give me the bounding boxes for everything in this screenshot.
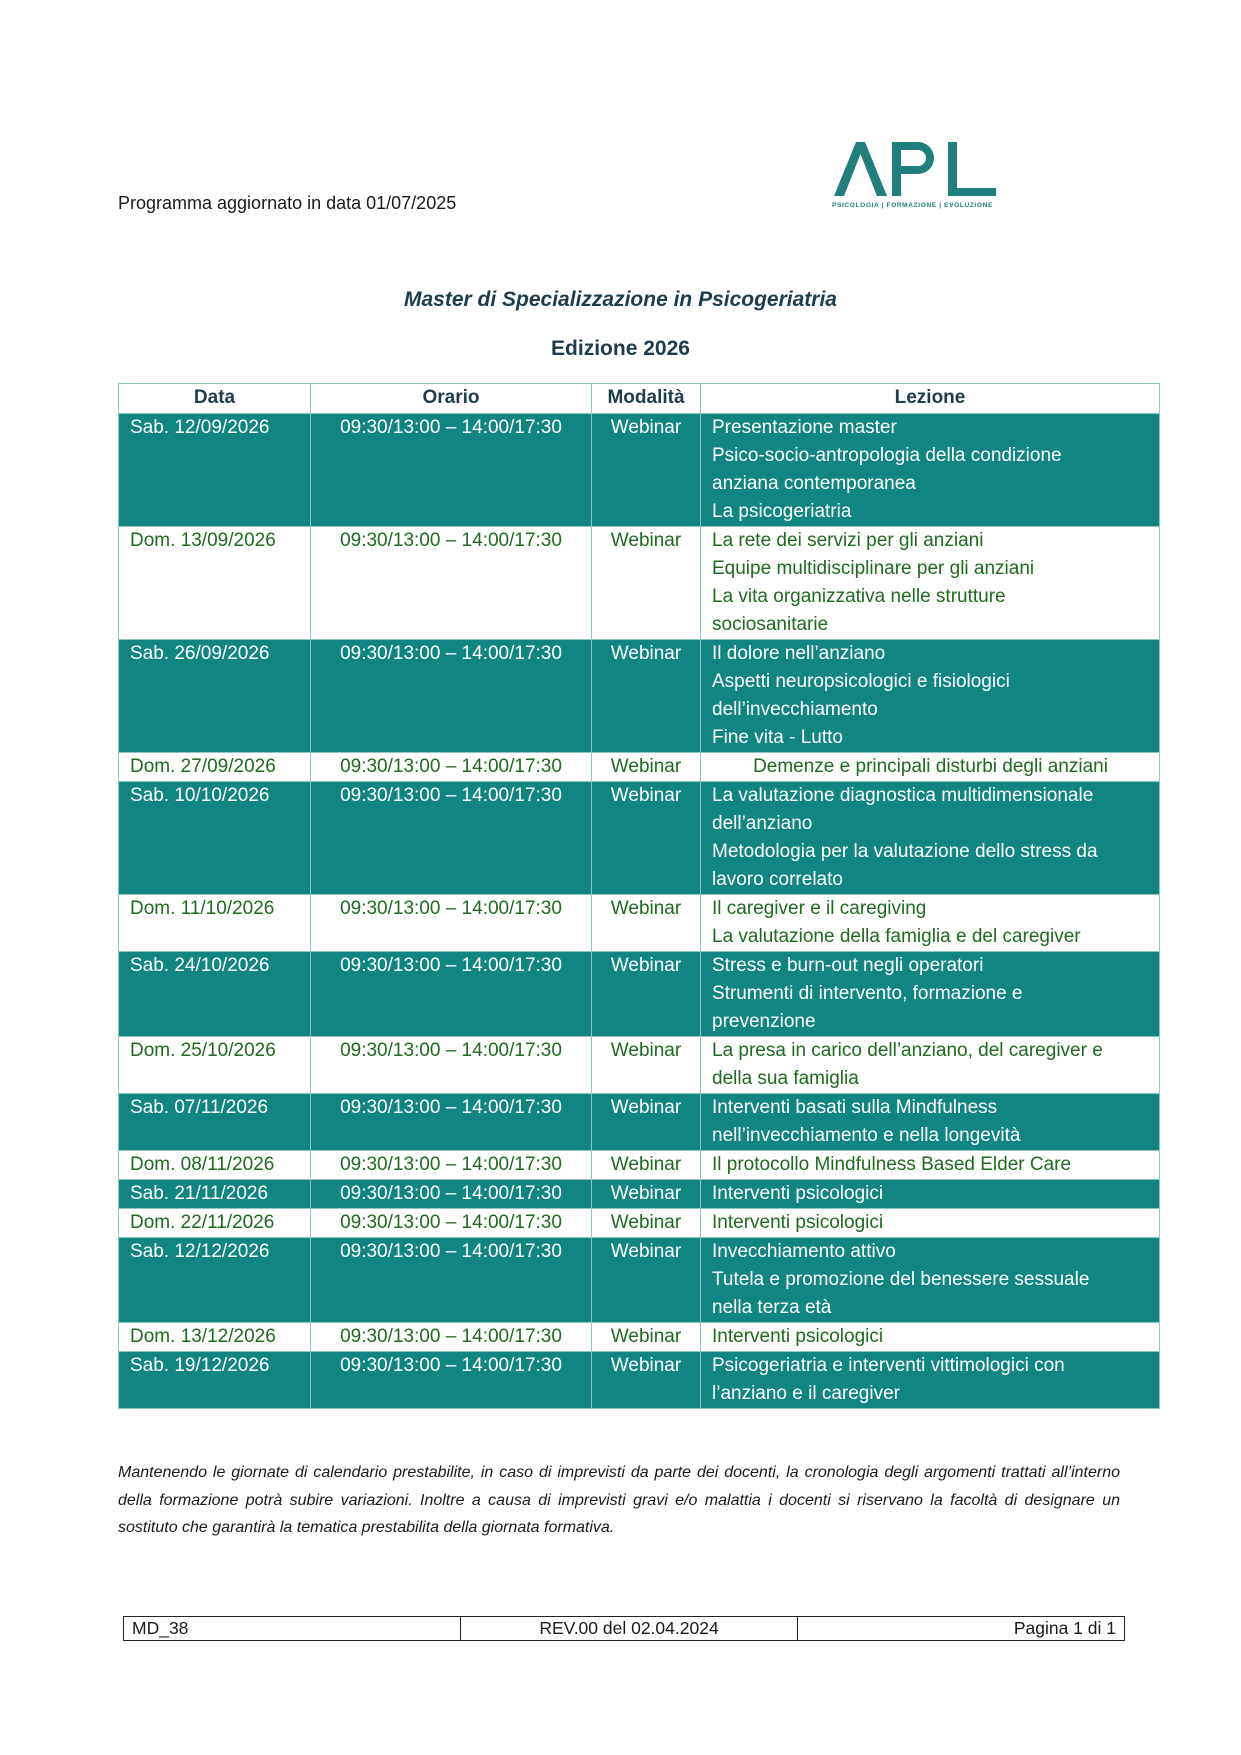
table-row (119, 952, 1160, 1037)
updated-date-text: Programma aggiornato in data 01/07/2025 (118, 193, 457, 213)
lesson-line: La valutazione della famiglia e del caregiver (712, 926, 1081, 947)
table-row (119, 1209, 1160, 1238)
row-time: 09:30/13:00 – 14:00/17:30 (311, 895, 592, 952)
lesson-line: Fine vita - Lutto (712, 727, 843, 748)
row-mode: Webinar (592, 952, 701, 1037)
edition-heading: Edizione 2026 (551, 337, 690, 360)
row-date: Dom. 11/10/2026 (119, 895, 311, 952)
row-time: 09:30/13:00 – 14:00/17:30 (311, 1352, 592, 1409)
row-time: 09:30/13:00 – 14:00/17:30 (311, 1238, 592, 1323)
row-lesson (701, 414, 1160, 527)
table-row (119, 1238, 1160, 1323)
lesson-line: Il protocollo Mindfulness Based Elder Care (712, 1154, 1072, 1175)
footer-revision: REV.00 del 02.04.2024 (461, 1617, 798, 1641)
row-time: 09:30/13:00 – 14:00/17:30 (311, 1180, 592, 1209)
lesson-line: l’anziano e il caregiver (712, 1383, 900, 1404)
row-mode: Webinar (592, 1151, 701, 1180)
lesson-line: Strumenti di intervento, formazione e (712, 983, 1023, 1004)
lesson-line: lavoro correlato (712, 869, 843, 890)
row-lesson (701, 1209, 1160, 1238)
lesson-line: Il caregiver e il caregiving (712, 898, 927, 919)
row-lesson (701, 1352, 1160, 1409)
row-date: Dom. 27/09/2026 (119, 753, 311, 782)
row-date: Sab. 07/11/2026 (119, 1094, 311, 1151)
footer-code: MD_38 (124, 1617, 461, 1641)
row-mode: Webinar (592, 895, 701, 952)
table-row (119, 895, 1160, 952)
disclaimer-note: Mantenendo le giornate di calendario prestabilite, in caso di imprevisti da parte dei docenti, la cronologia degli argomenti trattati all’interno della formazione potrà subire variazioni. Inoltre a causa di imprevisti gravi e/o malattia i docenti si riservano la facoltà di designare un sostituto che garantirà la tematica prestabilita della giornata formativa. (118, 1464, 1120, 1536)
row-date: Sab. 12/09/2026 (119, 414, 311, 527)
row-date: Sab. 10/10/2026 (119, 782, 311, 895)
row-date: Dom. 13/09/2026 (119, 527, 311, 640)
row-mode: Webinar (592, 1209, 701, 1238)
row-mode: Webinar (592, 1037, 701, 1094)
lesson-line: Invecchiamento attivo (712, 1241, 896, 1262)
table-row (119, 1037, 1160, 1094)
header-mode: Modalità (592, 384, 701, 414)
lesson-line: sociosanitarie (712, 614, 829, 635)
row-time: 09:30/13:00 – 14:00/17:30 (311, 414, 592, 527)
lesson-line: Psicogeriatria e interventi vittimologici con (712, 1355, 1065, 1376)
table-row (119, 1323, 1160, 1352)
row-time: 09:30/13:00 – 14:00/17:30 (311, 1151, 592, 1180)
row-mode: Webinar (592, 1352, 701, 1409)
table-row (119, 414, 1160, 527)
lesson-line: Equipe multidisciplinare per gli anziani (712, 558, 1035, 579)
schedule-body (119, 414, 1160, 1409)
table-row (119, 640, 1160, 753)
row-lesson (701, 1323, 1160, 1352)
schedule-header-row (119, 384, 1160, 414)
row-lesson (701, 1094, 1160, 1151)
lesson-line: Presentazione master (712, 417, 897, 438)
row-lesson (701, 1180, 1160, 1209)
lesson-line: Il dolore nell’anziano (712, 643, 886, 664)
row-lesson (701, 895, 1160, 952)
lesson-line: Interventi psicologici (712, 1326, 884, 1347)
lesson-line: anziana contemporanea (712, 473, 916, 494)
row-date: Sab. 21/11/2026 (119, 1180, 311, 1209)
row-lesson (701, 952, 1160, 1037)
schedule-table (118, 383, 1160, 1409)
lesson-line: Interventi basati sulla Mindfulness (712, 1097, 998, 1118)
lesson-line: Psico-socio-antropologia della condizione (712, 445, 1062, 466)
table-row (119, 1180, 1160, 1209)
row-date: Dom. 13/12/2026 (119, 1323, 311, 1352)
lesson-line: dell’invecchiamento (712, 699, 878, 720)
row-time: 09:30/13:00 – 14:00/17:30 (311, 782, 592, 895)
row-time: 09:30/13:00 – 14:00/17:30 (311, 527, 592, 640)
row-mode: Webinar (592, 1180, 701, 1209)
lesson-line: Demenze e principali disturbi degli anziani (753, 756, 1108, 777)
row-lesson (701, 527, 1160, 640)
lesson-line: della sua famiglia (712, 1068, 859, 1089)
row-time: 09:30/13:00 – 14:00/17:30 (311, 1037, 592, 1094)
lesson-line: Interventi psicologici (712, 1212, 884, 1233)
row-lesson (701, 1238, 1160, 1323)
row-mode: Webinar (592, 1238, 701, 1323)
lesson-line: prevenzione (712, 1011, 816, 1032)
row-date: Dom. 22/11/2026 (119, 1209, 311, 1238)
row-lesson (701, 782, 1160, 895)
lesson-line: La rete dei servizi per gli anziani (712, 530, 984, 551)
table-row (119, 1151, 1160, 1180)
row-mode: Webinar (592, 414, 701, 527)
header-lesson: Lezione (701, 384, 1160, 414)
row-lesson (701, 1151, 1160, 1180)
table-row (119, 1094, 1160, 1151)
lesson-line: Interventi psicologici (712, 1183, 884, 1204)
lesson-line: Stress e burn-out negli operatori (712, 955, 984, 976)
logo-tagline: PSICOLOGIA | FORMAZIONE | EVOLUZIONE (832, 202, 993, 209)
row-time: 09:30/13:00 – 14:00/17:30 (311, 640, 592, 753)
lesson-line: dell’anziano (712, 813, 813, 834)
header-time: Orario (311, 384, 592, 414)
table-row (119, 753, 1160, 782)
row-time: 09:30/13:00 – 14:00/17:30 (311, 1323, 592, 1352)
row-date: Sab. 19/12/2026 (119, 1352, 311, 1409)
row-date: Dom. 08/11/2026 (119, 1151, 311, 1180)
row-time: 09:30/13:00 – 14:00/17:30 (311, 1094, 592, 1151)
table-row (119, 527, 1160, 640)
apl-logo (832, 138, 1002, 218)
row-mode: Webinar (592, 640, 701, 753)
lesson-line: La presa in carico dell’anziano, del caregiver e (712, 1040, 1103, 1061)
row-time: 09:30/13:00 – 14:00/17:30 (311, 753, 592, 782)
footer-page: Pagina 1 di 1 (798, 1617, 1125, 1641)
row-time: 09:30/13:00 – 14:00/17:30 (311, 1209, 592, 1238)
row-date: Sab. 26/09/2026 (119, 640, 311, 753)
lesson-line: La psicogeriatria (712, 501, 852, 522)
document-title: Master di Specializzazione in Psicogeriatria (404, 288, 837, 311)
lesson-line: nella terza età (712, 1297, 832, 1318)
header-date: Data (119, 384, 311, 414)
row-mode: Webinar (592, 753, 701, 782)
row-time: 09:30/13:00 – 14:00/17:30 (311, 952, 592, 1037)
row-date: Sab. 24/10/2026 (119, 952, 311, 1037)
lesson-line: nell’invecchiamento e nella longevità (712, 1125, 1021, 1146)
document-footer (123, 1616, 1125, 1641)
apl-logo-mark (832, 138, 1002, 200)
lesson-line: La vita organizzativa nelle strutture (712, 586, 1006, 607)
lesson-line: Metodologia per la valutazione dello stress da (712, 841, 1098, 862)
table-row (119, 782, 1160, 895)
lesson-line: La valutazione diagnostica multidimensionale (712, 785, 1094, 806)
table-row (119, 1352, 1160, 1409)
row-lesson (701, 753, 1160, 782)
row-mode: Webinar (592, 527, 701, 640)
row-date: Sab. 12/12/2026 (119, 1238, 311, 1323)
row-mode: Webinar (592, 782, 701, 895)
row-date: Dom. 25/10/2026 (119, 1037, 311, 1094)
lesson-line: Tutela e promozione del benessere sessuale (712, 1269, 1090, 1290)
row-mode: Webinar (592, 1094, 701, 1151)
row-lesson (701, 1037, 1160, 1094)
row-mode: Webinar (592, 1323, 701, 1352)
lesson-line: Aspetti neuropsicologici e fisiologici (712, 671, 1010, 692)
row-lesson (701, 640, 1160, 753)
